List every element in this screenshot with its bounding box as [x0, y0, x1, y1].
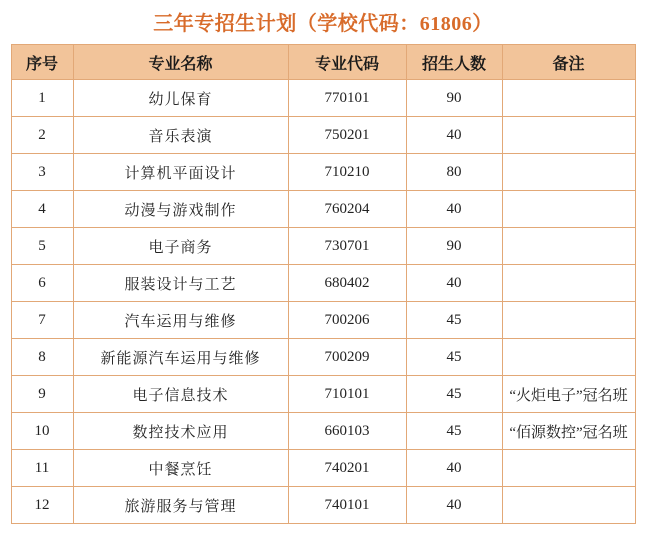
cell-code: 760204 [288, 191, 406, 228]
cell-name: 音乐表演 [73, 117, 288, 154]
cell-code: 770101 [288, 80, 406, 117]
cell-code: 750201 [288, 117, 406, 154]
cell-note [502, 154, 635, 191]
cell-note [502, 117, 635, 154]
cell-no: 6 [11, 265, 73, 302]
cell-name: 电子商务 [73, 228, 288, 265]
cell-name: 中餐烹饪 [73, 450, 288, 487]
cell-no: 7 [11, 302, 73, 339]
cell-code: 700206 [288, 302, 406, 339]
cell-note [502, 339, 635, 376]
table-header-row [11, 45, 635, 80]
cell-code: 700209 [288, 339, 406, 376]
table-row [11, 265, 635, 302]
cell-num: 40 [406, 265, 502, 302]
cell-no: 5 [11, 228, 73, 265]
table-row [11, 413, 635, 450]
table-row [11, 302, 635, 339]
table-row [11, 80, 635, 117]
enrollment-plan-table [11, 44, 636, 524]
cell-name: 电子信息技术 [73, 376, 288, 413]
cell-num: 40 [406, 117, 502, 154]
cell-name: 旅游服务与管理 [73, 487, 288, 524]
cell-code: 710101 [288, 376, 406, 413]
cell-name: 汽车运用与维修 [73, 302, 288, 339]
cell-no: 9 [11, 376, 73, 413]
cell-note [502, 450, 635, 487]
cell-num: 45 [406, 413, 502, 450]
cell-num: 45 [406, 339, 502, 376]
cell-num: 45 [406, 302, 502, 339]
cell-name: 新能源汽车运用与维修 [73, 339, 288, 376]
cell-no: 10 [11, 413, 73, 450]
column-header-no: 序号 [11, 45, 73, 80]
cell-note [502, 265, 635, 302]
table-row [11, 339, 635, 376]
table-row [11, 191, 635, 228]
cell-no: 8 [11, 339, 73, 376]
cell-num: 80 [406, 154, 502, 191]
cell-num: 40 [406, 487, 502, 524]
table-row [11, 154, 635, 191]
table-header [11, 45, 635, 80]
cell-name: 计算机平面设计 [73, 154, 288, 191]
table-row [11, 376, 635, 413]
cell-num: 90 [406, 80, 502, 117]
cell-no: 2 [11, 117, 73, 154]
cell-note: “佰源数控”冠名班 [502, 413, 635, 450]
cell-name: 数控技术应用 [73, 413, 288, 450]
column-header-num: 招生人数 [406, 45, 502, 80]
cell-no: 4 [11, 191, 73, 228]
cell-no: 1 [11, 80, 73, 117]
cell-no: 12 [11, 487, 73, 524]
cell-code: 660103 [288, 413, 406, 450]
cell-note [502, 487, 635, 524]
page-title: 三年专招生计划（学校代码：61806） [153, 13, 493, 35]
cell-note: “火炬电子”冠名班 [502, 376, 635, 413]
cell-note [502, 80, 635, 117]
cell-code: 730701 [288, 228, 406, 265]
table-row [11, 117, 635, 154]
column-header-note: 备注 [502, 45, 635, 80]
cell-num: 40 [406, 191, 502, 228]
cell-no: 3 [11, 154, 73, 191]
cell-note [502, 302, 635, 339]
cell-note [502, 191, 635, 228]
cell-name: 幼儿保育 [73, 80, 288, 117]
cell-num: 45 [406, 376, 502, 413]
table-row [11, 228, 635, 265]
cell-name: 动漫与游戏制作 [73, 191, 288, 228]
cell-code: 680402 [288, 265, 406, 302]
table-body [11, 80, 635, 524]
column-header-code: 专业代码 [288, 45, 406, 80]
cell-code: 740101 [288, 487, 406, 524]
table-row [11, 487, 635, 524]
cell-name: 服装设计与工艺 [73, 265, 288, 302]
cell-note [502, 228, 635, 265]
cell-code: 710210 [288, 154, 406, 191]
cell-num: 90 [406, 228, 502, 265]
column-header-name: 专业名称 [73, 45, 288, 80]
table-row [11, 450, 635, 487]
cell-num: 40 [406, 450, 502, 487]
cell-code: 740201 [288, 450, 406, 487]
cell-no: 11 [11, 450, 73, 487]
